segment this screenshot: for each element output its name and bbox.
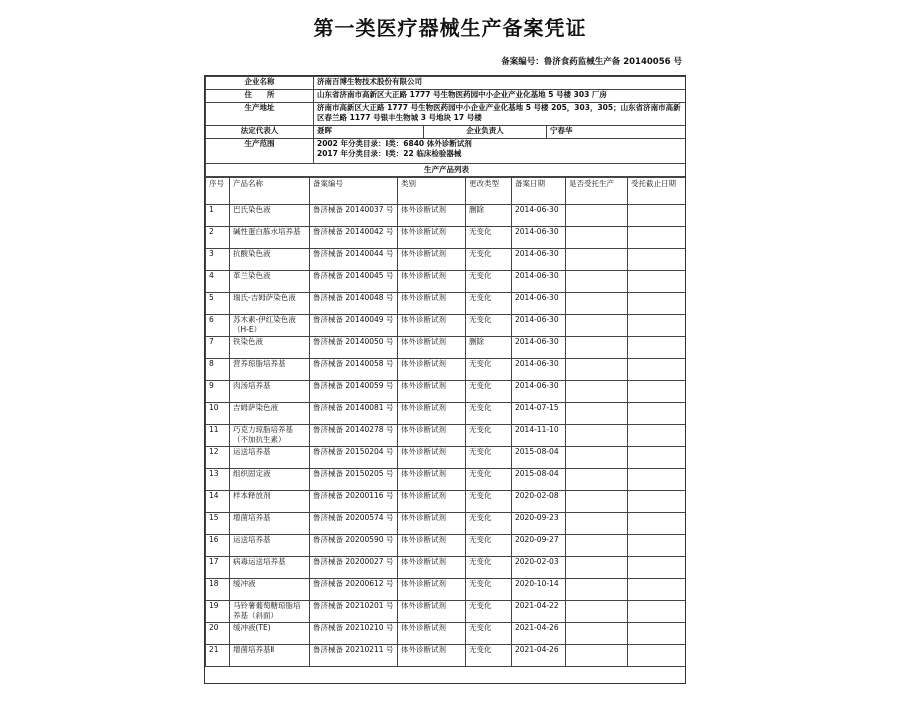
scope-line-2017: 2017 年分类目录：Ⅰ类：22 临床检验器械 xyxy=(317,149,462,158)
product-no: 16 xyxy=(206,535,230,557)
product-no: 12 xyxy=(206,447,230,469)
product-entrust-deadline xyxy=(628,579,687,601)
product-category: 体外诊断试剂 xyxy=(398,381,466,403)
product-name: 运送培养基 xyxy=(230,447,310,469)
product-entrust-deadline xyxy=(628,513,687,535)
product-category: 体外诊断试剂 xyxy=(398,469,466,491)
header-entrusted: 是否受托生产 xyxy=(566,178,628,205)
product-entrusted xyxy=(566,293,628,315)
product-entrusted xyxy=(566,447,628,469)
product-category: 体外诊断试剂 xyxy=(398,491,466,513)
product-entrusted xyxy=(566,381,628,403)
manager-value: 宁春华 xyxy=(547,126,687,139)
product-change-type: 无变化 xyxy=(466,227,512,249)
product-category: 体外诊断试剂 xyxy=(398,293,466,315)
table-row xyxy=(206,557,687,579)
product-category: 体外诊断试剂 xyxy=(398,403,466,425)
header-code: 备案编号 xyxy=(310,178,398,205)
product-category: 体外诊断试剂 xyxy=(398,359,466,381)
product-category: 体外诊断试剂 xyxy=(398,447,466,469)
product-category: 体外诊断试剂 xyxy=(398,513,466,535)
product-record-date: 2020-02-03 xyxy=(512,557,566,579)
product-entrust-deadline xyxy=(628,249,687,271)
product-record-date: 2014-11-10 xyxy=(512,425,566,447)
product-record-code: 鲁济械备 20140278 号 xyxy=(310,425,398,447)
header-record-date: 备案日期 xyxy=(512,178,566,205)
table-row xyxy=(206,293,687,315)
product-category: 体外诊断试剂 xyxy=(398,645,466,667)
table-row xyxy=(206,403,687,425)
product-record-code: 鲁济械备 20210211 号 xyxy=(310,645,398,667)
product-name: 苏木素-伊红染色液（H-E） xyxy=(230,315,310,337)
certificate-table xyxy=(204,75,686,684)
product-entrusted xyxy=(566,645,628,667)
product-record-code: 鲁济械备 20210210 号 xyxy=(310,623,398,645)
product-record-code: 鲁济械备 20200590 号 xyxy=(310,535,398,557)
product-category: 体外诊断试剂 xyxy=(398,623,466,645)
product-no: 4 xyxy=(206,271,230,293)
table-row xyxy=(206,645,687,667)
table-row xyxy=(206,447,687,469)
product-entrusted xyxy=(566,535,628,557)
product-no: 14 xyxy=(206,491,230,513)
product-entrusted xyxy=(566,557,628,579)
product-record-code: 鲁济械备 20150205 号 xyxy=(310,469,398,491)
product-record-code: 鲁济械备 20140045 号 xyxy=(310,271,398,293)
product-record-date: 2021-04-26 xyxy=(512,623,566,645)
record-number xyxy=(0,55,682,67)
product-record-code: 鲁济械备 20210201 号 xyxy=(310,601,398,623)
product-no: 8 xyxy=(206,359,230,381)
product-record-date: 2020-02-08 xyxy=(512,491,566,513)
scope-label: 生产范围 xyxy=(206,139,314,164)
scope-line-2002: 2002 年分类目录：Ⅰ类：6840 体外诊断试剂 xyxy=(317,139,472,148)
product-change-type: 无变化 xyxy=(466,249,512,271)
production-site-label: 生产地址 xyxy=(206,103,314,126)
table-row xyxy=(206,469,687,491)
product-entrust-deadline xyxy=(628,535,687,557)
header-name: 产品名称 xyxy=(230,178,310,205)
address-label: 住 所 xyxy=(206,90,314,103)
product-change-type: 无变化 xyxy=(466,557,512,579)
product-no: 3 xyxy=(206,249,230,271)
product-change-type: 无变化 xyxy=(466,469,512,491)
product-name: 巧克力琼脂培养基（不加抗生素） xyxy=(230,425,310,447)
table-row xyxy=(206,579,687,601)
table-row xyxy=(206,271,687,293)
product-no: 19 xyxy=(206,601,230,623)
product-no: 2 xyxy=(206,227,230,249)
product-record-code: 鲁济械备 20140037 号 xyxy=(310,205,398,227)
product-record-date: 2014-06-30 xyxy=(512,337,566,359)
product-no: 7 xyxy=(206,337,230,359)
product-no: 9 xyxy=(206,381,230,403)
product-name: 病毒运送培养基 xyxy=(230,557,310,579)
product-record-date: 2020-09-23 xyxy=(512,513,566,535)
product-no: 10 xyxy=(206,403,230,425)
product-header-row xyxy=(206,178,687,205)
product-entrust-deadline xyxy=(628,469,687,491)
product-change-type: 无变化 xyxy=(466,535,512,557)
product-no: 1 xyxy=(206,205,230,227)
table-row xyxy=(206,623,687,645)
product-name: 巴氏染色液 xyxy=(230,205,310,227)
product-category: 体外诊断试剂 xyxy=(398,535,466,557)
product-change-type: 无变化 xyxy=(466,579,512,601)
product-entrusted xyxy=(566,425,628,447)
product-name: 缓冲液(TE) xyxy=(230,623,310,645)
product-entrusted xyxy=(566,491,628,513)
product-record-code: 鲁济械备 20140049 号 xyxy=(310,315,398,337)
product-category: 体外诊断试剂 xyxy=(398,579,466,601)
product-name: 马铃薯葡萄糖琼脂培养基（斜面） xyxy=(230,601,310,623)
product-entrusted xyxy=(566,513,628,535)
product-name: 碱性蛋白胨水培养基 xyxy=(230,227,310,249)
product-no: 17 xyxy=(206,557,230,579)
product-no: 15 xyxy=(206,513,230,535)
scope-row xyxy=(206,139,687,164)
address-value: 山东省济南市高新区大正路 1777 号生物医药园中小企业产业化基地 5 号楼 303 厂房 xyxy=(314,90,687,103)
product-change-type: 无变化 xyxy=(466,271,512,293)
table-row xyxy=(206,337,687,359)
product-entrusted xyxy=(566,623,628,645)
table-row xyxy=(206,227,687,249)
product-change-type: 无变化 xyxy=(466,425,512,447)
product-entrust-deadline xyxy=(628,601,687,623)
product-category: 体外诊断试剂 xyxy=(398,601,466,623)
product-entrust-deadline xyxy=(628,447,687,469)
product-name: 增菌培养基 xyxy=(230,513,310,535)
product-entrusted xyxy=(566,271,628,293)
product-change-type: 无变化 xyxy=(466,645,512,667)
record-number-label: 备案编号： xyxy=(501,57,544,67)
production-site-value: 济南市高新区大正路 1777 号生物医药园中小企业产业化基地 5 号楼 205，303，305；山东省济南市高新区春兰路 1177 号银丰生物城 3 号地块 17 号楼 xyxy=(314,103,687,126)
product-name: 革兰染色液 xyxy=(230,271,310,293)
header-change-type: 更改类型 xyxy=(466,178,512,205)
table-row xyxy=(206,249,687,271)
product-record-date: 2014-06-30 xyxy=(512,381,566,403)
product-category: 体外诊断试剂 xyxy=(398,315,466,337)
product-record-code: 鲁济械备 20140081 号 xyxy=(310,403,398,425)
product-record-date: 2014-06-30 xyxy=(512,227,566,249)
product-entrusted xyxy=(566,469,628,491)
product-entrusted xyxy=(566,227,628,249)
table-row xyxy=(206,513,687,535)
product-no: 5 xyxy=(206,293,230,315)
product-entrusted xyxy=(566,315,628,337)
product-no: 6 xyxy=(206,315,230,337)
product-record-code: 鲁济械备 20200612 号 xyxy=(310,579,398,601)
product-entrust-deadline xyxy=(628,315,687,337)
product-name: 营养琼脂培养基 xyxy=(230,359,310,381)
product-list-title: 生产产品列表 xyxy=(206,164,687,177)
product-no: 13 xyxy=(206,469,230,491)
product-record-date: 2014-06-30 xyxy=(512,205,566,227)
product-entrust-deadline xyxy=(628,623,687,645)
product-record-date: 2015-08-04 xyxy=(512,469,566,491)
product-change-type: 无变化 xyxy=(466,513,512,535)
product-change-type: 无变化 xyxy=(466,601,512,623)
table-row xyxy=(206,381,687,403)
product-record-date: 2014-06-30 xyxy=(512,359,566,381)
product-name: 抗酸染色液 xyxy=(230,249,310,271)
legal-rep-value: 聂晖 xyxy=(314,126,424,139)
product-entrusted xyxy=(566,359,628,381)
table-row xyxy=(206,359,687,381)
table-row xyxy=(206,315,687,337)
product-record-code: 鲁济械备 20200574 号 xyxy=(310,513,398,535)
company-name-label: 企业名称 xyxy=(206,77,314,90)
product-record-date: 2014-07-15 xyxy=(512,403,566,425)
production-site-row xyxy=(206,103,687,126)
product-entrusted xyxy=(566,403,628,425)
product-category: 体外诊断试剂 xyxy=(398,425,466,447)
product-record-code: 鲁济械备 20140048 号 xyxy=(310,293,398,315)
product-name: 样本释放剂 xyxy=(230,491,310,513)
product-no: 11 xyxy=(206,425,230,447)
product-change-type: 无变化 xyxy=(466,381,512,403)
product-no: 18 xyxy=(206,579,230,601)
product-change-type: 无变化 xyxy=(466,293,512,315)
product-record-date: 2020-10-14 xyxy=(512,579,566,601)
header-category: 类别 xyxy=(398,178,466,205)
product-category: 体外诊断试剂 xyxy=(398,557,466,579)
product-record-code: 鲁济械备 20200027 号 xyxy=(310,557,398,579)
product-entrusted xyxy=(566,249,628,271)
product-entrust-deadline xyxy=(628,381,687,403)
document-title: 第一类医疗器械生产备案凭证 xyxy=(313,16,587,40)
product-list-section-row xyxy=(206,164,687,177)
product-name: 增菌培养基Ⅱ xyxy=(230,645,310,667)
product-entrust-deadline xyxy=(628,491,687,513)
product-no: 21 xyxy=(206,645,230,667)
product-record-date: 2014-06-30 xyxy=(512,315,566,337)
product-no: 20 xyxy=(206,623,230,645)
company-name-row xyxy=(206,77,687,90)
product-record-code: 鲁济械备 20140058 号 xyxy=(310,359,398,381)
manager-label: 企业负责人 xyxy=(424,126,547,139)
legal-rep-row xyxy=(206,126,687,139)
product-name: 瑞氏-吉姆萨染色液 xyxy=(230,293,310,315)
header-entrust-deadline: 受托截止日期 xyxy=(628,178,687,205)
product-record-code: 鲁济械备 20200116 号 xyxy=(310,491,398,513)
product-entrust-deadline xyxy=(628,557,687,579)
product-record-date: 2020-09-27 xyxy=(512,535,566,557)
product-entrust-deadline xyxy=(628,359,687,381)
company-name-value: 济南百博生物技术股份有限公司 xyxy=(314,77,687,90)
address-row xyxy=(206,90,687,103)
product-category: 体外诊断试剂 xyxy=(398,205,466,227)
scope-value xyxy=(314,139,687,164)
table-row xyxy=(206,205,687,227)
product-name: 肉汤培养基 xyxy=(230,381,310,403)
product-name: 铁染色液 xyxy=(230,337,310,359)
product-record-date: 2014-06-30 xyxy=(512,271,566,293)
product-entrust-deadline xyxy=(628,403,687,425)
product-record-date: 2014-06-30 xyxy=(512,249,566,271)
product-record-code: 鲁济械备 20150204 号 xyxy=(310,447,398,469)
product-record-date: 2014-06-30 xyxy=(512,293,566,315)
product-record-date: 2021-04-26 xyxy=(512,645,566,667)
product-record-date: 2021-04-22 xyxy=(512,601,566,623)
product-record-code: 鲁济械备 20140044 号 xyxy=(310,249,398,271)
product-category: 体外诊断试剂 xyxy=(398,337,466,359)
product-record-code: 鲁济械备 20140050 号 xyxy=(310,337,398,359)
table-row xyxy=(206,535,687,557)
record-number-value: 鲁济食药监械生产备 20140056 号 xyxy=(543,57,682,67)
company-info-table xyxy=(205,76,686,177)
product-change-type: 无变化 xyxy=(466,403,512,425)
product-entrusted xyxy=(566,579,628,601)
product-entrust-deadline xyxy=(628,293,687,315)
product-record-code: 鲁济械备 20140042 号 xyxy=(310,227,398,249)
product-name: 运送培养基 xyxy=(230,535,310,557)
table-row xyxy=(206,425,687,447)
product-name: 组织固定液 xyxy=(230,469,310,491)
product-entrust-deadline xyxy=(628,337,687,359)
product-change-type: 删除 xyxy=(466,205,512,227)
legal-rep-label: 法定代表人 xyxy=(206,126,314,139)
table-row xyxy=(206,491,687,513)
product-entrusted xyxy=(566,601,628,623)
product-name: 缓冲液 xyxy=(230,579,310,601)
product-entrust-deadline xyxy=(628,205,687,227)
product-entrust-deadline xyxy=(628,425,687,447)
product-change-type: 无变化 xyxy=(466,359,512,381)
product-record-date: 2015-08-04 xyxy=(512,447,566,469)
product-entrust-deadline xyxy=(628,271,687,293)
product-category: 体外诊断试剂 xyxy=(398,271,466,293)
product-name: 吉姆萨染色液 xyxy=(230,403,310,425)
table-row xyxy=(206,601,687,623)
product-rows xyxy=(206,205,687,667)
product-change-type: 无变化 xyxy=(466,491,512,513)
product-category: 体外诊断试剂 xyxy=(398,249,466,271)
product-entrusted xyxy=(566,205,628,227)
product-change-type: 无变化 xyxy=(466,623,512,645)
product-entrusted xyxy=(566,337,628,359)
product-table xyxy=(205,177,686,667)
product-change-type: 无变化 xyxy=(466,447,512,469)
product-change-type: 无变化 xyxy=(466,315,512,337)
product-category: 体外诊断试剂 xyxy=(398,227,466,249)
product-entrust-deadline xyxy=(628,227,687,249)
product-entrust-deadline xyxy=(628,645,687,667)
header-no: 序号 xyxy=(206,178,230,205)
product-record-code: 鲁济械备 20140059 号 xyxy=(310,381,398,403)
product-change-type: 删除 xyxy=(466,337,512,359)
